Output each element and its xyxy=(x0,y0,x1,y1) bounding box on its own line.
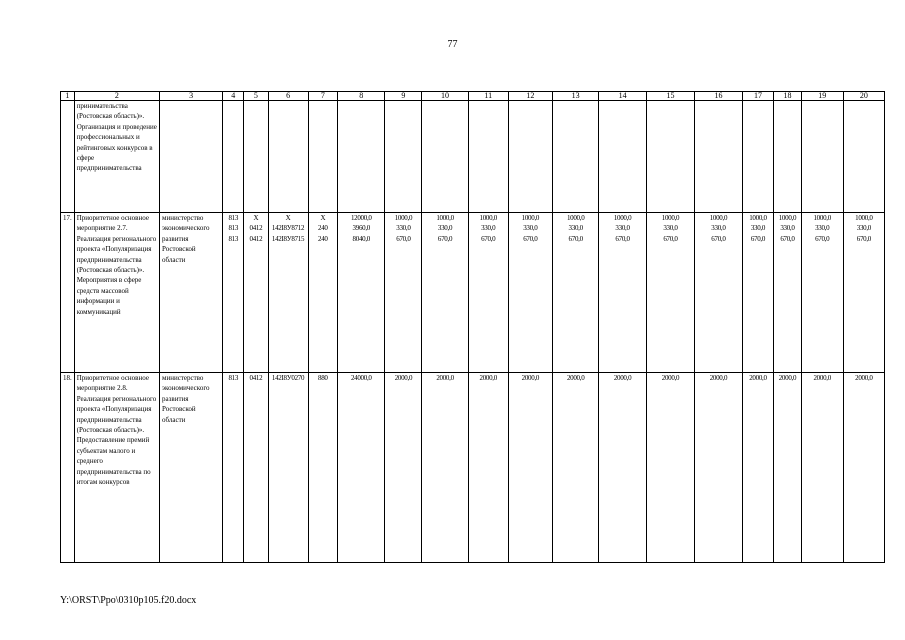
amount-cell xyxy=(422,213,468,373)
amount-cell xyxy=(385,213,422,373)
amount-cell: 2000,0 xyxy=(774,373,801,563)
amount-value: 670,0 xyxy=(437,234,453,243)
amount-cell xyxy=(843,213,884,373)
amount-value: 330,0 xyxy=(750,224,766,233)
amount-value: 670,0 xyxy=(815,234,830,243)
amount-value: 3960,0 xyxy=(352,224,370,233)
amount-cell: 2000,0 xyxy=(843,373,884,563)
amount-value: 670,0 xyxy=(663,234,678,243)
column-header-cell: 1 xyxy=(61,92,75,101)
amount-value: 670,0 xyxy=(615,234,630,243)
column-header-cell: 5 xyxy=(244,92,268,101)
code-value: X xyxy=(320,214,326,222)
column-header-cell: 15 xyxy=(646,92,694,101)
amount-value: 1000,0 xyxy=(813,214,831,222)
amount-cell xyxy=(508,213,552,373)
activity-name-cell: Приоритетное основное мероприятие 2.7. Реализация регионального проекта «Популяризация предпринимательства (Ростовская область)». Мероприятия в сфере средств массовой информации и коммуникаций xyxy=(74,213,159,373)
row-number-cell: 17. xyxy=(61,213,75,373)
amount-value: 330,0 xyxy=(523,224,538,233)
page-number: 77 xyxy=(447,39,458,50)
code-value: 813 xyxy=(228,214,239,222)
amount-value: 330,0 xyxy=(615,224,630,233)
amount-value: 1000,0 xyxy=(709,214,728,222)
amount-cell xyxy=(646,213,694,373)
amount-value: 330,0 xyxy=(780,224,795,233)
amount-cell: 2000,0 xyxy=(801,373,843,563)
amount-value: 1000,0 xyxy=(778,214,797,222)
row-number-cell: 18. xyxy=(61,373,75,563)
amount-value: 670,0 xyxy=(481,234,496,243)
amount-value: 670,0 xyxy=(396,234,411,243)
amount-cell xyxy=(553,213,599,373)
activity-name-cell: Приоритетное основное мероприятие 2.8. Реализация регионального проекта «Популяризация предпринимательства (Ростовская область)». Предоставление премий субъектам малого и среднего предпринимательства по итогам конкурсов xyxy=(74,373,159,563)
code-value: X xyxy=(285,214,291,222)
amount-value: 330,0 xyxy=(396,224,411,233)
table-row-18 xyxy=(61,373,885,563)
amount-cell xyxy=(468,213,508,373)
code-cell xyxy=(268,213,308,373)
column-header-cell: 9 xyxy=(385,92,422,101)
column-header-cell: 12 xyxy=(508,92,552,101)
amount-value: 1000,0 xyxy=(749,214,767,222)
code-value: 240 xyxy=(318,234,328,243)
column-header-cell: 18 xyxy=(774,92,801,101)
amount-cell: 2000,0 xyxy=(695,373,742,563)
code-value: 142I8У8712 xyxy=(271,224,305,233)
column-header-cell: 6 xyxy=(268,92,308,101)
code-value: 142I8У8715 xyxy=(271,234,305,243)
amount-value: 12000,0 xyxy=(350,214,372,222)
column-header-cell: 3 xyxy=(160,92,223,101)
amount-cell xyxy=(742,213,774,373)
code-cell: 0412 xyxy=(244,373,268,563)
amount-cell: 2000,0 xyxy=(599,373,646,563)
code-cell xyxy=(244,213,268,373)
amount-cell: 2000,0 xyxy=(742,373,774,563)
executor-cell: министерство экономического развития Ростовской области xyxy=(160,213,223,373)
code-cell xyxy=(223,213,244,373)
amount-value: 1000,0 xyxy=(479,214,497,222)
amount-cell: 2000,0 xyxy=(508,373,552,563)
column-header-cell: 16 xyxy=(695,92,742,101)
amount-cell xyxy=(774,213,801,373)
amount-value: 1000,0 xyxy=(436,214,454,222)
column-header-cell: 14 xyxy=(599,92,646,101)
amount-value: 330,0 xyxy=(815,224,830,233)
program-table xyxy=(60,91,885,563)
amount-cell: 2000,0 xyxy=(422,373,468,563)
column-header-cell: 7 xyxy=(308,92,338,101)
column-header-cell: 4 xyxy=(223,92,244,101)
amount-cell: 2000,0 xyxy=(385,373,422,563)
code-value: 813 xyxy=(228,224,239,233)
column-header-cell: 11 xyxy=(468,92,508,101)
column-header-cell: 17 xyxy=(742,92,774,101)
amount-value: 1000,0 xyxy=(521,214,540,222)
amount-cell: 24000,0 xyxy=(338,373,385,563)
amount-value: 330,0 xyxy=(481,224,496,233)
table-row-17 xyxy=(61,213,885,373)
amount-value: 330,0 xyxy=(568,224,583,233)
amount-value: 1000,0 xyxy=(661,214,680,222)
amount-cell: 2000,0 xyxy=(468,373,508,563)
code-value: 0412 xyxy=(249,234,263,243)
column-header-cell: 19 xyxy=(801,92,843,101)
amount-cell xyxy=(338,213,385,373)
amount-cell: 2000,0 xyxy=(553,373,599,563)
amount-value: 1000,0 xyxy=(394,214,413,222)
column-header-cell: 10 xyxy=(422,92,468,101)
code-cell: 813 xyxy=(223,373,244,563)
amount-value: 1000,0 xyxy=(566,214,585,222)
code-value: 240 xyxy=(318,224,328,233)
amount-value: 670,0 xyxy=(711,234,726,243)
code-cell: 142I8У0270 xyxy=(268,373,308,563)
amount-cell: 2000,0 xyxy=(646,373,694,563)
amount-cell xyxy=(599,213,646,373)
amount-value: 670,0 xyxy=(780,234,795,243)
code-value: 813 xyxy=(228,234,239,243)
column-header-cell: 8 xyxy=(338,92,385,101)
code-cell: 880 xyxy=(308,373,338,563)
amount-value: 8040,0 xyxy=(352,234,370,243)
column-header-cell: 13 xyxy=(553,92,599,101)
column-header-cell: 20 xyxy=(843,92,884,101)
amount-value: 670,0 xyxy=(523,234,538,243)
amount-value: 670,0 xyxy=(856,234,872,243)
row-number-cell xyxy=(61,101,75,213)
amount-value: 670,0 xyxy=(750,234,766,243)
amount-cell xyxy=(695,213,742,373)
table-row-continued xyxy=(61,101,885,213)
amount-value: 330,0 xyxy=(856,224,872,233)
amount-value: 330,0 xyxy=(663,224,678,233)
code-cell xyxy=(308,213,338,373)
code-value: X xyxy=(253,214,259,222)
activity-name-cell: принимательства (Ростовская область)». Организация и проведение профессиональных и рейтинговых конкурсов в сфере предпринимательства xyxy=(74,101,159,213)
amount-value: 330,0 xyxy=(711,224,726,233)
column-number-header-row xyxy=(61,92,885,101)
file-path-footer: Y:\ORST\Ppo\0310p105.f20.docx xyxy=(60,595,197,606)
column-header-cell: 2 xyxy=(74,92,159,101)
amount-cell xyxy=(801,213,843,373)
amount-value: 670,0 xyxy=(568,234,583,243)
code-value: 0412 xyxy=(249,224,263,233)
amount-value: 1000,0 xyxy=(855,214,873,222)
amount-value: 1000,0 xyxy=(613,214,632,222)
amount-value: 330,0 xyxy=(437,224,453,233)
executor-cell: министерство экономического развития Ростовской области xyxy=(160,373,223,563)
